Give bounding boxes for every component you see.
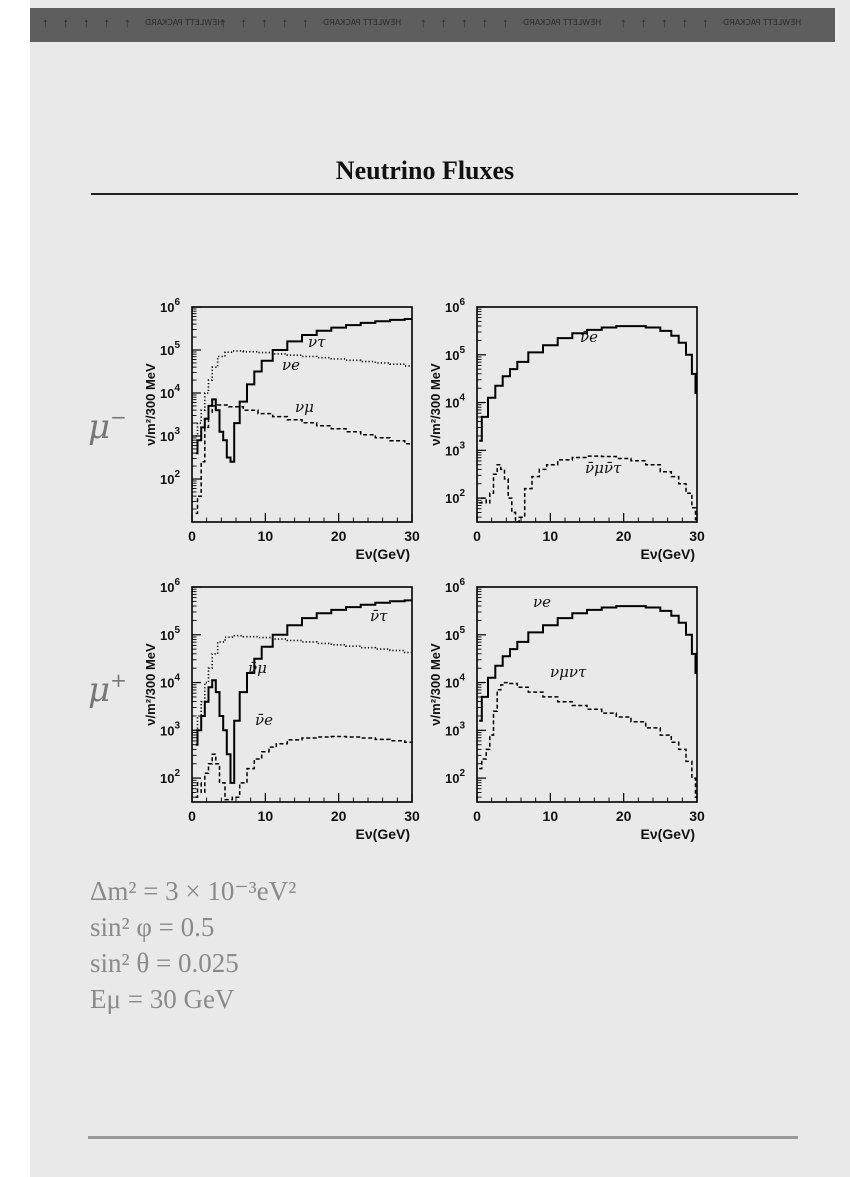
title-rule	[91, 193, 798, 195]
up-arrow-icon: ↑	[281, 15, 288, 30]
row-label-mu-minus	[88, 405, 127, 447]
y-tick-label: $10^3$	[160, 426, 181, 444]
y-tick-exponent: 5	[459, 624, 466, 636]
x-tick-label: 30	[689, 528, 705, 544]
curve-annotation: νμντ	[550, 663, 587, 681]
series-line-solid	[479, 606, 697, 721]
up-arrow-icon: ↑	[440, 15, 447, 30]
y-tick-exponent: 6	[459, 577, 466, 588]
param-muon-energy: Eμ = 30 GeV	[90, 984, 235, 1014]
y-tick-exponent: 2	[459, 768, 466, 780]
hp-logo: HEWLETT PACKARD	[522, 17, 601, 27]
row-label-base: μ	[88, 670, 111, 710]
y-tick-label: $10^6$	[160, 297, 181, 315]
y-tick-label: $10^4$	[160, 383, 181, 401]
footer-rule	[88, 1136, 798, 1139]
up-arrow-icon: ↑	[620, 15, 627, 30]
y-tick-exponent: 5	[174, 624, 181, 636]
header-group	[42, 16, 223, 29]
y-axis-label: ν/m²/300 MeV	[143, 363, 158, 446]
plot-frame	[477, 587, 697, 802]
param-delta-m2: Δm² = 3 × 10⁻³eV²	[90, 876, 297, 906]
up-arrow-icon: ↑	[83, 15, 90, 30]
up-arrow-icon: ↑	[481, 15, 488, 30]
y-tick-exponent: 5	[459, 344, 466, 356]
parameter-list	[90, 873, 296, 1017]
x-tick-label: 0	[473, 808, 481, 824]
y-tick-exponent: 2	[174, 768, 181, 780]
row-label-base: μ	[88, 407, 111, 447]
curve-annotation: ν̄e	[580, 328, 598, 346]
param-sin2-theta: sin² θ = 0.025	[90, 948, 239, 978]
y-tick-exponent: 4	[174, 383, 181, 394]
y-tick-label: $10^2$	[445, 768, 466, 787]
x-tick-label: 0	[188, 528, 196, 544]
y-tick-exponent: 3	[459, 440, 466, 452]
y-axis-label: ν/m²/300 MeV	[428, 363, 443, 446]
up-arrow-icon: ↑	[124, 15, 131, 30]
x-tick-label: 20	[330, 528, 347, 544]
x-axis-label: Eν(GeV)	[355, 826, 410, 842]
flux-plot-mu-plus-antineutrinos	[140, 575, 425, 855]
header-group	[420, 16, 601, 29]
curve-annotation: ν̄μ	[248, 659, 267, 677]
up-arrow-icon: ↑	[103, 15, 110, 30]
series-line-dashed	[196, 737, 412, 800]
y-tick-exponent: 2	[174, 469, 181, 480]
x-tick-label: 20	[615, 808, 632, 824]
y-tick-label: $10^3$	[445, 440, 466, 459]
y-tick-exponent: 6	[459, 297, 466, 308]
y-tick-exponent: 3	[459, 720, 466, 732]
y-tick-exponent: 6	[174, 297, 181, 308]
y-tick-label: $10^5$	[160, 340, 181, 358]
row-label-mu-plus	[88, 668, 127, 710]
header-group	[620, 16, 801, 29]
y-tick-label: $10^2$	[160, 768, 181, 787]
x-tick-label: 30	[404, 528, 420, 544]
flux-plot-mu-minus-neutrinos	[140, 295, 425, 575]
curve-annotation: ν̄μν̄τ	[585, 459, 622, 477]
y-axis-label: ν/m²/300 MeV	[143, 643, 158, 726]
x-tick-label: 20	[330, 808, 347, 824]
series-line-solid	[196, 319, 412, 462]
y-tick-exponent: 4	[459, 672, 466, 684]
up-arrow-icon: ↑	[461, 15, 468, 30]
row-label-sign: +	[110, 668, 127, 692]
up-arrow-icon: ↑	[502, 15, 509, 30]
x-axis-label: Eν(GeV)	[355, 546, 410, 562]
up-arrow-icon: ↑	[240, 15, 247, 30]
y-tick-label: $10^2$	[445, 488, 466, 507]
curve-annotation: νe	[282, 356, 300, 374]
x-axis-label: Eν(GeV)	[640, 826, 695, 842]
y-tick-exponent: 3	[174, 426, 181, 437]
header-group	[220, 16, 401, 29]
x-tick-label: 30	[689, 808, 705, 824]
x-axis-label: Eν(GeV)	[640, 546, 695, 562]
x-tick-label: 0	[188, 808, 196, 824]
hp-logo: HEWLETT PACKARD	[144, 17, 223, 27]
up-arrow-icon: ↑	[302, 15, 309, 30]
y-tick-label: $10^5$	[160, 624, 181, 643]
y-tick-label: $10^3$	[445, 720, 466, 739]
y-tick-label: $10^4$	[160, 672, 181, 691]
series-line-dotted	[196, 636, 412, 731]
printer-header-band	[30, 8, 835, 42]
curve-annotation: ν̄e	[255, 711, 273, 729]
up-arrow-icon: ↑	[220, 15, 227, 30]
y-axis-label: ν/m²/300 MeV	[428, 643, 443, 726]
series-line-solid	[196, 600, 412, 783]
curve-annotation: ν̄τ	[370, 607, 388, 625]
y-tick-label: $10^2$	[160, 469, 181, 487]
param-sin2-phi: sin² φ = 0.5	[90, 912, 215, 942]
up-arrow-icon: ↑	[261, 15, 268, 30]
curve-annotation: ντ	[308, 333, 326, 351]
y-tick-exponent: 5	[174, 340, 181, 351]
up-arrow-icon: ↑	[640, 15, 647, 30]
y-tick-exponent: 3	[174, 720, 181, 732]
page-title: Neutrino Fluxes	[335, 156, 515, 185]
x-tick-label: 10	[257, 528, 274, 544]
up-arrow-icon: ↑	[42, 15, 49, 30]
curve-annotation: νe	[533, 593, 551, 611]
flux-plot-mu-minus-antineutrinos	[425, 295, 710, 575]
up-arrow-icon: ↑	[681, 15, 688, 30]
y-tick-label: $10^6$	[445, 577, 466, 595]
flux-plot-mu-plus-neutrinos	[425, 575, 710, 855]
x-tick-label: 30	[404, 808, 420, 824]
x-tick-label: 10	[542, 528, 559, 544]
x-tick-label: 10	[257, 808, 274, 824]
y-tick-label: $10^4$	[445, 672, 466, 691]
series-line-dashed	[196, 405, 412, 513]
y-tick-exponent: 4	[174, 672, 181, 684]
series-line-dashed	[479, 683, 697, 798]
curve-annotation: νμ	[295, 398, 314, 416]
y-tick-exponent: 4	[459, 392, 466, 404]
y-tick-label: $10^5$	[445, 344, 466, 363]
hp-logo: HEWLETT PACKARD	[722, 17, 801, 27]
up-arrow-icon: ↑	[420, 15, 427, 30]
y-tick-label: $10^5$	[445, 624, 466, 643]
x-tick-label: 10	[542, 808, 559, 824]
x-tick-label: 0	[473, 528, 481, 544]
y-tick-label: $10^3$	[160, 720, 181, 739]
x-tick-label: 20	[615, 528, 632, 544]
y-tick-label: $10^6$	[160, 577, 181, 595]
up-arrow-icon: ↑	[661, 15, 668, 30]
up-arrow-icon: ↑	[62, 15, 69, 30]
y-tick-label: $10^4$	[445, 392, 466, 411]
row-label-sign: −	[110, 405, 127, 429]
up-arrow-icon: ↑	[702, 15, 709, 30]
y-tick-exponent: 6	[174, 577, 181, 588]
hp-logo: HEWLETT PACKARD	[322, 17, 401, 27]
y-tick-exponent: 2	[459, 488, 466, 500]
y-tick-label: $10^6$	[445, 297, 466, 315]
